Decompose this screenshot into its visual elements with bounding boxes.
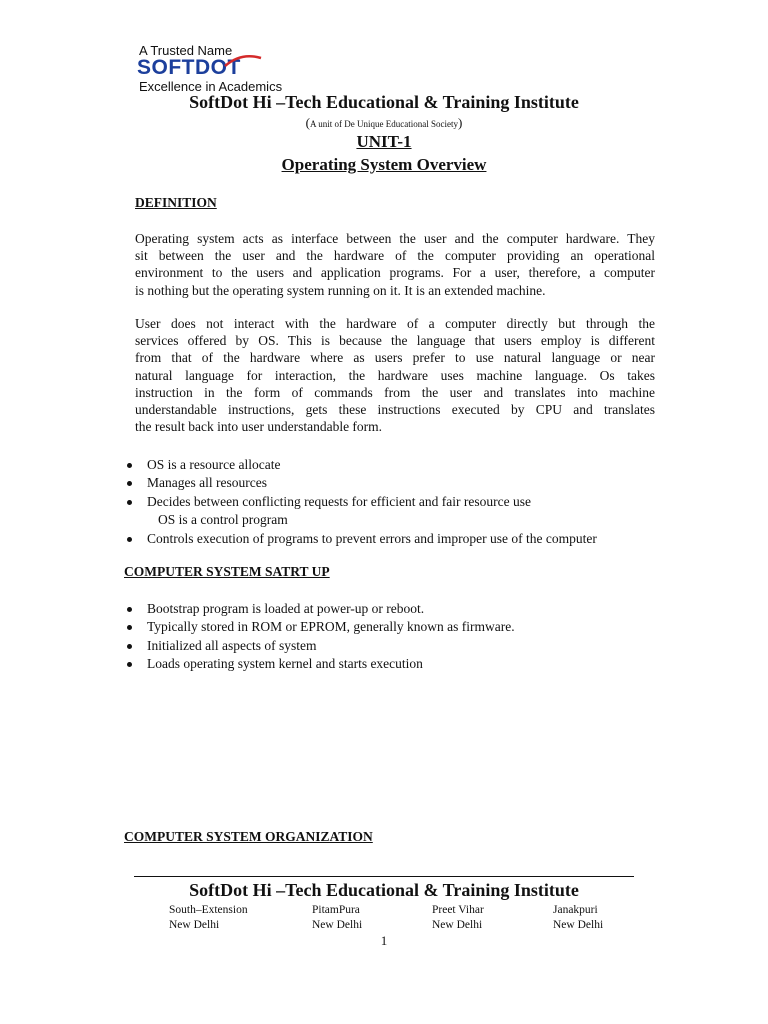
definition-bullet-list [124,456,684,548]
list-item [124,530,684,548]
logo-swoosh-icon [223,54,263,70]
bullet-icon [127,537,132,542]
note-text: A unit of De Unique Educational Society [310,119,458,129]
bullet-icon [127,662,132,667]
location-city: New Delhi [312,918,363,931]
list-item [124,511,684,529]
note-close-paren: ) [457,115,463,130]
list-item [124,600,684,618]
logo-bottom-tagline: Excellence in Academics [139,79,283,94]
subject-title: Operating System Overview [281,155,487,174]
unit-of-society-note [0,115,768,131]
location-preet-vihar [432,903,484,932]
location-city: New Delhi [432,918,483,931]
para-line: Operating system acts as interface between the user and the computer hardware. They [135,231,655,246]
para-line: sit between the user and the hardware of the computer providing an operational [135,248,655,264]
list-item [124,655,684,673]
list-item-text: Manages all resources [147,475,267,491]
footer-divider [134,876,634,877]
startup-heading: COMPUTER SYSTEM SATRT UP [124,564,330,579]
list-item-text: Controls execution of programs to prevent errors and improper use of the computer [147,530,597,546]
para-line: services offered by OS. This is because the language that users employ is different [135,333,655,349]
list-item [124,474,684,492]
location-city: New Delhi [169,918,220,931]
list-item-text: Typically stored in ROM or EPROM, generally known as firmware. [147,619,515,635]
list-item [124,493,684,511]
list-item [124,618,684,636]
list-item-text: OS is a control program [158,512,288,528]
para-line: environment to the users and application programs. For a user, therefore, a computer [135,265,655,281]
bullet-icon [127,625,132,630]
location-janakpuri [553,903,603,932]
startup-bullet-list [124,600,684,674]
logo-brand-name: SOFTDOT [137,56,241,79]
list-item-text: Decides between conflicting requests for efficient and fair resource use [147,493,531,509]
page-number: 1 [380,933,388,948]
unit-title: UNIT-1 [356,132,412,151]
para-line: understandable instructions, gets these instructions executed by CPU and translates [135,402,655,418]
bullet-icon [127,463,132,468]
para-line: is nothing but the operating system running on it. It is an extended machine. [135,282,546,298]
list-item-text: Loads operating system kernel and starts execution [147,656,423,672]
para-line: instruction in the form of commands from the user and translates into machine [135,384,655,400]
para-line: natural language for interaction, the hardware uses machine language. Os takes [135,367,655,383]
para-line: from that of the hardware where as users prefer to use natural language or near [135,350,655,366]
list-item-text: OS is a resource allocate [147,457,281,472]
logo-top-tagline: A Trusted Name [139,43,233,58]
definition-heading: DEFINITION [135,195,217,210]
list-item [124,456,684,474]
note-open-paren: ( [305,115,311,130]
bullet-icon [127,500,132,505]
list-item [124,637,684,655]
softdot-logo [137,44,307,94]
list-item-text: Initialized all aspects of system [147,637,317,653]
location-area: Preet Vihar [432,904,484,916]
location-city: New Delhi [553,918,604,931]
footer-institute-title: SoftDot Hi –Tech Educational & Training Institute [189,880,579,900]
location-area: PitamPura [312,904,360,916]
location-pitampura [312,903,362,932]
list-item-text: Bootstrap program is loaded at power-up or reboot. [147,601,425,616]
para-line: the result back into user understandable form. [135,419,383,435]
definition-paragraph-1 [135,230,655,299]
para-line: User does not interact with the hardware of a computer directly but through the [135,316,655,331]
location-area: Janakpuri [553,904,598,916]
bullet-icon [127,607,132,612]
institute-title: SoftDot Hi –Tech Educational & Training Institute [189,92,579,112]
organization-heading: COMPUTER SYSTEM ORGANIZATION [124,829,373,844]
location-south-extension [169,903,248,932]
bullet-icon [127,481,132,486]
definition-paragraph-2 [135,315,655,435]
bullet-icon [127,644,132,649]
location-area: South–Extension [169,904,248,916]
